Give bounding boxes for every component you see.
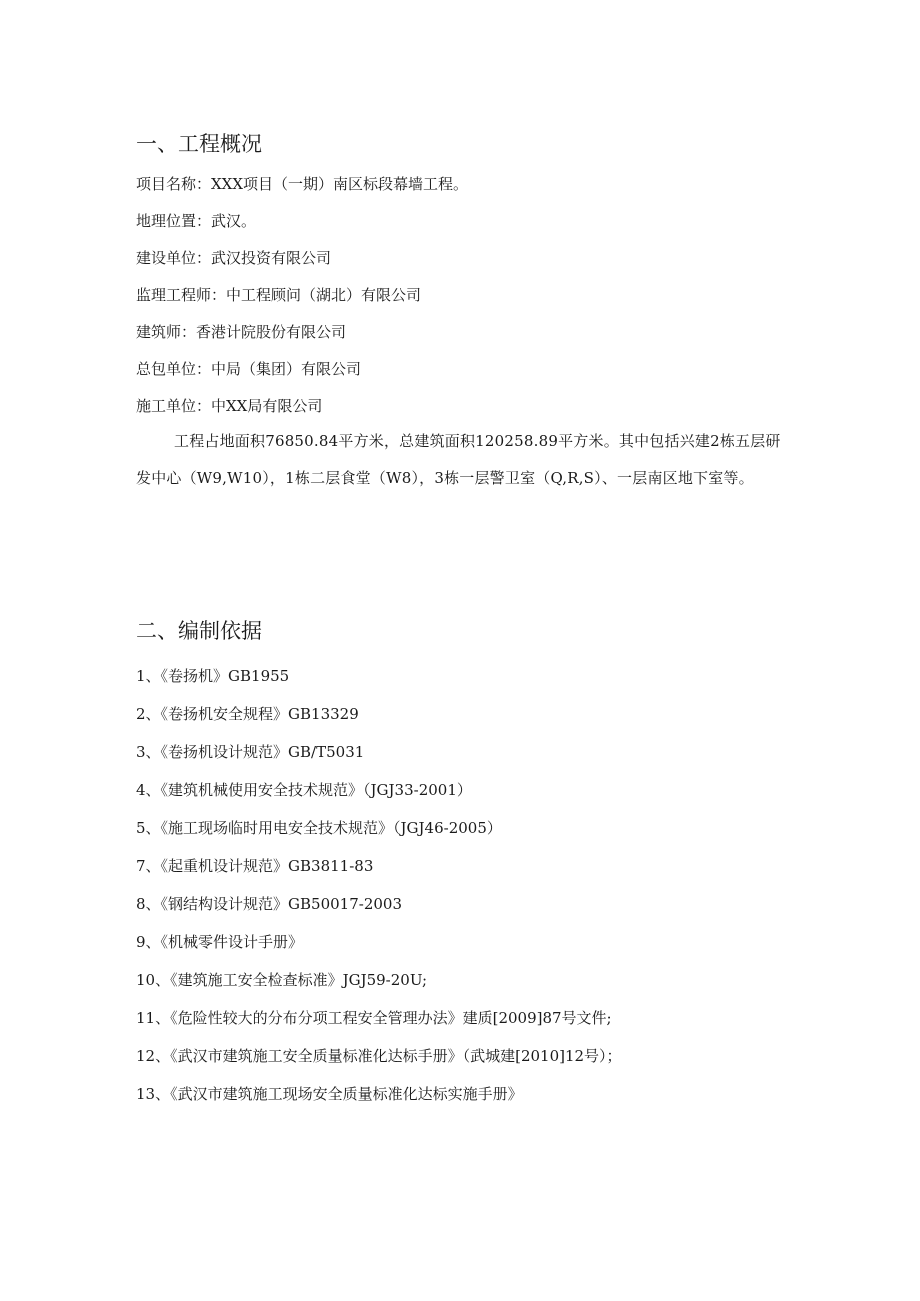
basis-item: 4、《建筑机械使用安全技术规范》（JGJ33-2001）	[136, 781, 472, 799]
basis-item: 1、《卷扬机》GB1955	[136, 667, 290, 685]
basis-item: 13、《武汉市建筑施工现场安全质量标准化达标实施手册》	[136, 1085, 523, 1103]
field-project-name: 项目名称：XXX项目（一期）南区标段幕墙工程。	[136, 175, 469, 193]
field-general-contractor: 总包单位：中局（集团）有限公司	[136, 360, 362, 378]
basis-item: 7、《起重机设计规范》GB3811-83	[136, 857, 374, 875]
basis-item: 8、《钢结构设计规范》GB50017-2003	[136, 895, 403, 913]
field-supervisor: 监理工程师：中工程顾问（湖北）有限公司	[136, 286, 422, 304]
field-architect: 建筑师：香港计院股份有限公司	[136, 323, 347, 341]
basis-item: 9、《机械零件设计手册》	[136, 933, 304, 951]
basis-item: 12、《武汉市建筑施工安全质量标准化达标手册》（武城建[2010]12号）；	[136, 1047, 622, 1065]
basis-item: 5、《施工现场临时用电安全技术规范》（JGJ46-2005）	[136, 819, 502, 837]
basis-item: 2、《卷扬机安全规程》GB13329	[136, 705, 359, 723]
field-owner: 建设单位：武汉投资有限公司	[136, 249, 332, 267]
basis-item: 11、《危险性较大的分布分项工程安全管理办法》建质[2009]87号文件;	[136, 1009, 612, 1027]
basis-item: 10、《建筑施工安全检查标准》JGJ59-20U;	[136, 971, 427, 989]
section-heading-basis: 二、编制依据	[136, 619, 262, 643]
section-heading-overview: 一、工程概况	[136, 132, 262, 156]
field-construction-unit: 施工单位：中XX局有限公司	[136, 397, 323, 415]
basis-item: 3、《卷扬机设计规范》GB/T5031	[136, 743, 365, 761]
overview-paragraph: 工程占地面积76850.84平方米，总建筑面积120258.89平方米。其中包括兴建2栋五层研发中心（W9,W10），1栋二层食堂（W8），3栋一层警卫室（Q,R,S）、一层南区地下室等。	[136, 432, 781, 487]
field-location: 地理位置：武汉。	[136, 212, 257, 230]
